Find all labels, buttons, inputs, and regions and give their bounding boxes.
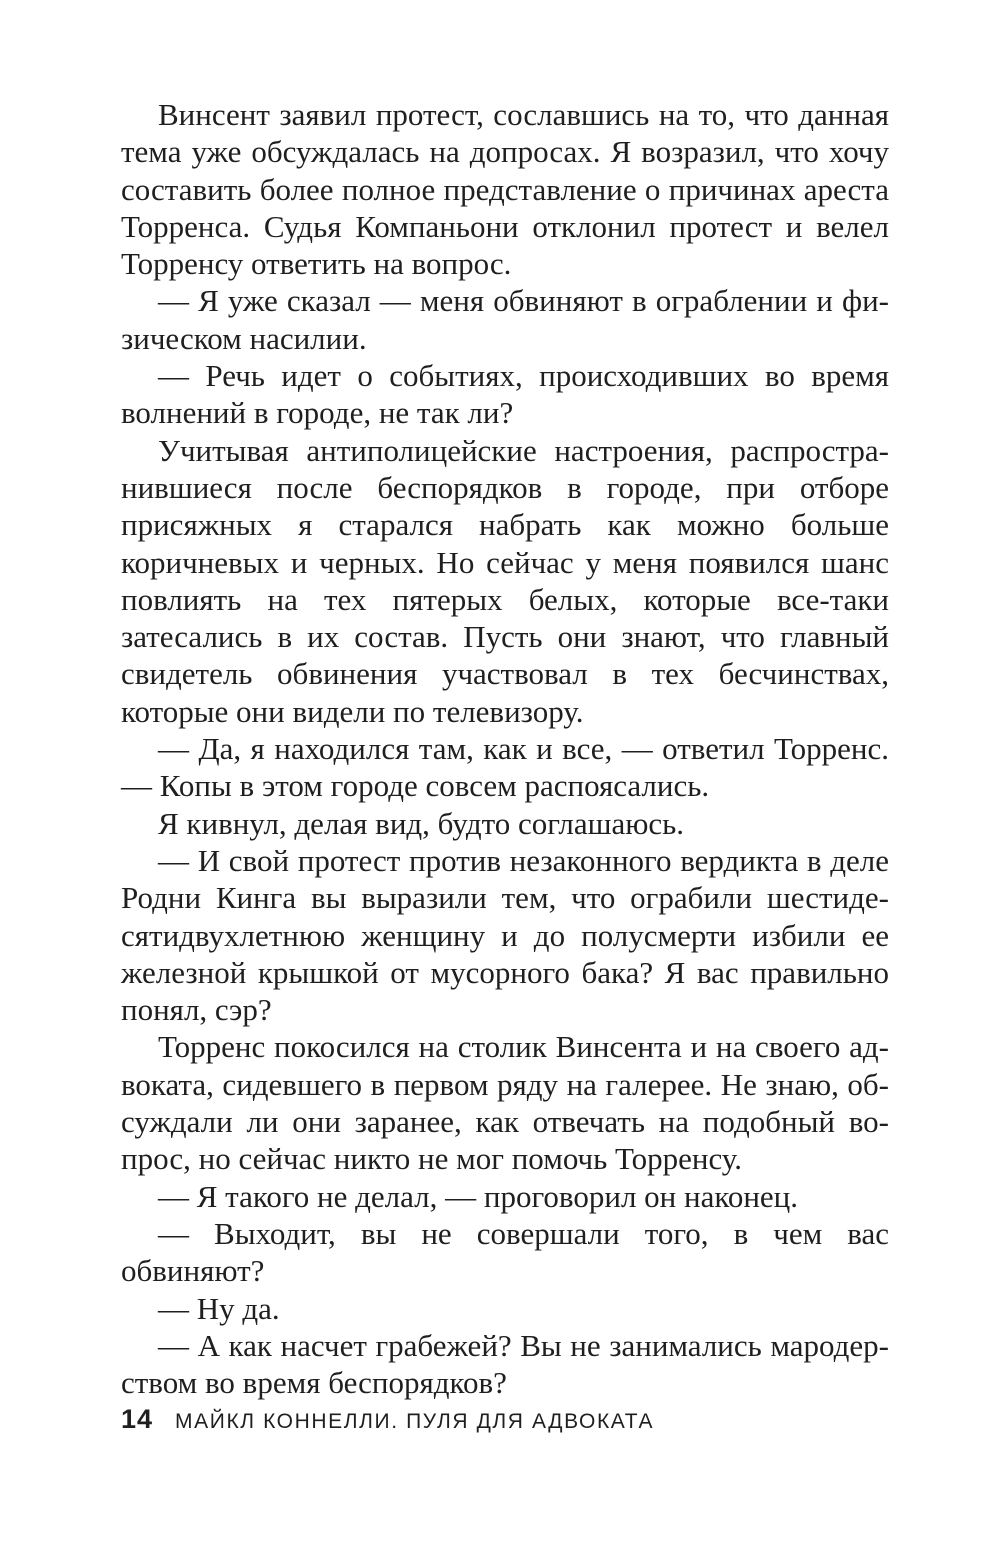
paragraph-6: Я кивнул, делая вид, будто соглашаюсь. — [158, 805, 685, 841]
page-number: 14 — [121, 1404, 154, 1434]
paragraph-3: — Речь идет о событиях, происходивших во время волнений в городе, не так ли? — [121, 358, 889, 431]
paragraph-10: — Выходит, вы не совершали того, в чем вас обвиняют? — [121, 1215, 889, 1289]
page-footer — [121, 1404, 889, 1435]
running-title: МАЙКЛ КОННЕЛЛИ. ПУЛЯ ДЛЯ АДВОКАТА — [175, 1410, 655, 1433]
page-body — [121, 96, 889, 1401]
paragraph-5: — Да, я находился там, как и все, — ответил Торренс. — Копы в этом городе совсем распоясались. — [121, 731, 889, 804]
paragraph-1: Винсент заявил протест, сославшись на то, что данная тема уже обсуждалась на допросах. Я возразил, что хочу составить более полное представление о причинах ареста Торренса. Судья Компаньони отклонил протест и велел Торренсу ответить на вопрос. — [121, 97, 889, 282]
paragraph-4: Учитывая антиполицейские настроения, распространившиеся после беспорядков в городе, при отборе присяжных я старался набрать как можно больше коричневых и черных. Но сейчас у меня появился шанс повлиять на тех пятерых белых, которые все-таки затесались в их состав. Пусть они знают, что главный свидетель обвинения участвовал в тех бесчинствах, которые они видели по телевизору. — [121, 432, 889, 729]
paragraph-9: — Я такого не делал, — проговорил он наконец. — [158, 1178, 799, 1214]
paragraph-2: — Я уже сказал — меня обвиняют в ограблении и физическом насилии. — [121, 283, 889, 356]
paragraph-7: — И свой протест против незаконного вердикта в деле Родни Кинга вы выразили тем, что ограбили шестидесятидвухлетнюю женщину и до полусмерти избили ее железной крышкой от мусорного бака? Я вас правильно понял, сэр? — [121, 842, 889, 1028]
paragraph-12: — А как насчет грабежей? Вы не занимались мародерством во время беспорядков? — [121, 1327, 889, 1401]
paragraph-8: Торренс покосился на столик Винсента и на своего адвоката, сидевшего в первом ряду на галерее. Не знаю, обсуждали ли они заранее, как отвечать на подобный вопрос, но сейчас никто не мог помочь Торренсу. — [121, 1029, 889, 1177]
paragraph-11: — Ну да. — [158, 1290, 280, 1326]
